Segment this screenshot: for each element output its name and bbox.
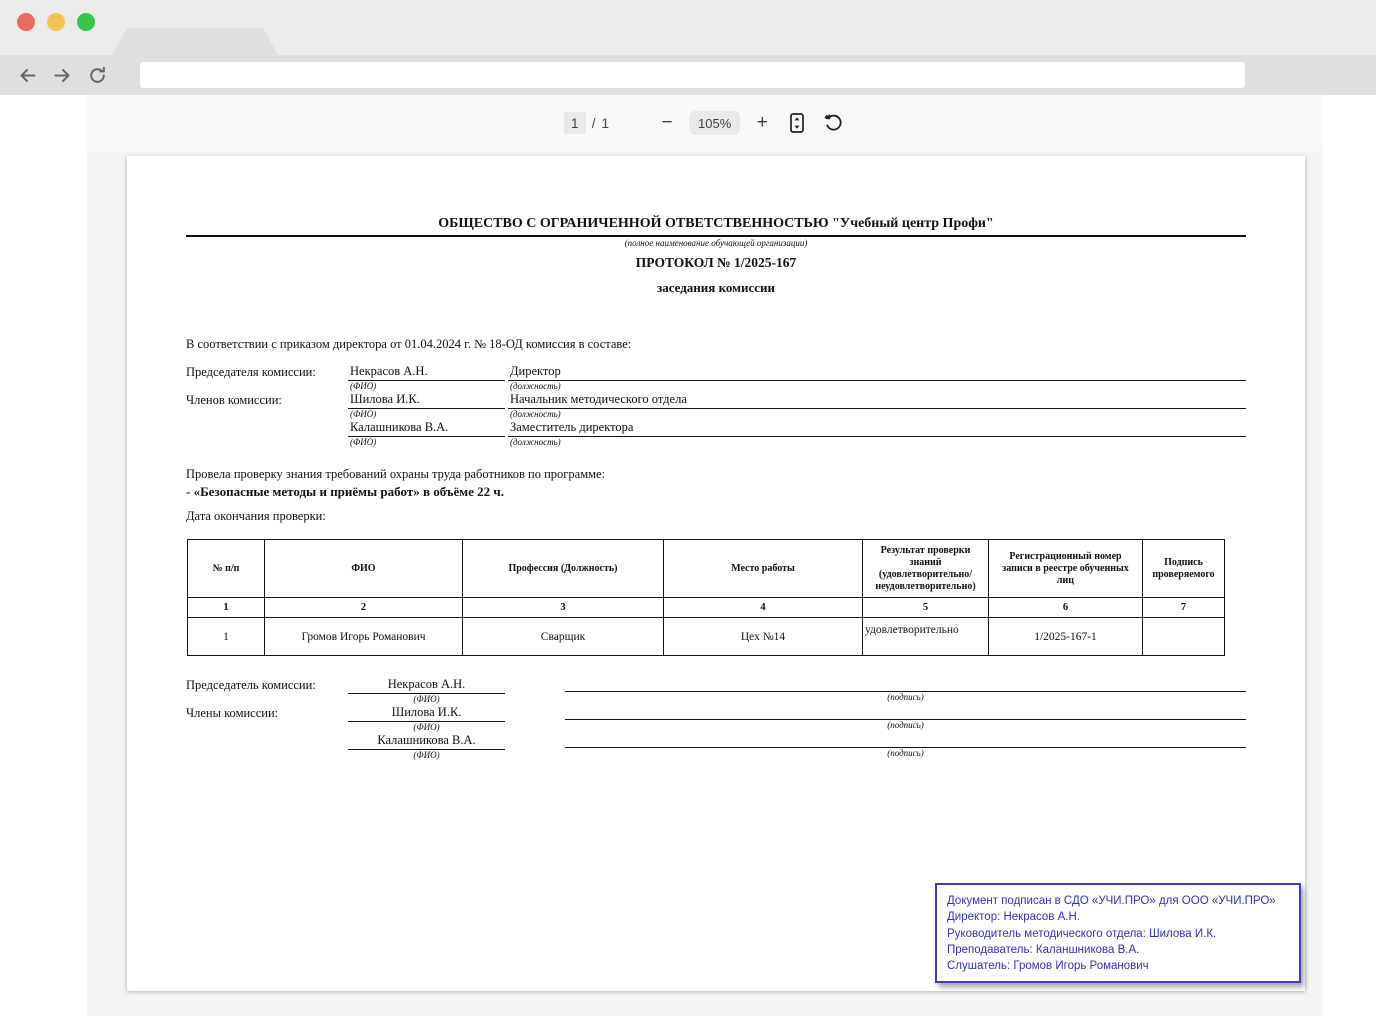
cell-workplace: Цех №14 (664, 618, 863, 656)
col-number: 6 (989, 598, 1143, 618)
commission-row (186, 392, 1246, 420)
signature-row (186, 677, 1246, 705)
signature-line (565, 733, 1246, 748)
current-page-input[interactable]: 1 (564, 112, 586, 134)
signatures-block (186, 677, 1246, 761)
zoom-in-button[interactable]: + (756, 112, 768, 133)
stamp-line: Преподаватель: Каланшникова В.А. (947, 943, 1140, 956)
zoom-level: 105% (689, 111, 740, 135)
col-header: Подпись проверяемого (1143, 540, 1225, 598)
cell-signature (1143, 618, 1225, 656)
col-header: Профессия (Должность) (463, 540, 664, 598)
signature-row-label: Председатель комиссии: (186, 678, 316, 692)
check-intro: Провела проверку знания требований охраны труда работников по программе: (186, 467, 606, 481)
signature-row (186, 705, 1246, 733)
browser-navbar (0, 55, 1376, 95)
col-header: Регистрационный номер записи в реестре обученных лиц (989, 540, 1143, 598)
cell-profession: Сварщик (463, 618, 664, 656)
fio-caption: (ФИО) (350, 437, 377, 447)
stamp-line: Директор: Некрасов А.Н. (947, 911, 1080, 924)
protocol-title: ПРОТОКОЛ № 1/2025-167 (635, 255, 797, 270)
stamp-line: Руководитель методического отдела: Шилова И.К. (947, 927, 1217, 940)
cell-reg-number: 1/2025-167-1 (989, 618, 1143, 656)
pdf-viewer (87, 95, 1323, 1016)
fio-caption: (ФИО) (350, 381, 377, 391)
commission-position: Директор (508, 364, 1246, 381)
rotate-counterclockwise-icon[interactable] (820, 110, 846, 136)
org-caption: (полное наименование обучающей организации) (624, 238, 808, 248)
pdf-toolbar (87, 95, 1323, 151)
position-caption: (должность) (510, 381, 561, 391)
check-date-label: Дата окончания проверки: (186, 509, 326, 523)
protocol-subtitle: заседания комиссии (656, 280, 776, 295)
fit-to-page-icon[interactable] (784, 110, 810, 136)
pdf-canvas-background (87, 151, 1323, 1016)
signature-row-label (186, 733, 348, 761)
col-header: Место работы (664, 540, 863, 598)
document-page (127, 156, 1305, 991)
page-indicator (564, 112, 609, 134)
minimize-window-button[interactable] (47, 13, 65, 31)
browser-tab[interactable] (112, 28, 278, 55)
fio-caption: (ФИО) (413, 722, 440, 732)
signature-name: Некрасов А.Н. (348, 677, 505, 694)
cell-index: 1 (188, 618, 265, 656)
fio-caption: (ФИО) (413, 750, 440, 760)
org-title: ОБЩЕСТВО С ОГРАНИЧЕННОЙ ОТВЕТСТВЕННОСТЬЮ "Учебный центр Профи" (186, 216, 1246, 237)
program-title: - «Безопасные методы и приёмы работ» в объёме 22 ч. (186, 484, 504, 499)
commission-row-label (186, 420, 348, 448)
fio-caption: (ФИО) (350, 409, 377, 419)
col-header: ФИО (265, 540, 463, 598)
stamp-line: Слушатель: Громов Игорь Романович (947, 960, 1149, 973)
signature-name: Шилова И.К. (348, 705, 505, 722)
signature-line (565, 705, 1246, 720)
commission-position: Заместитель директора (508, 420, 1246, 437)
cell-result: удовлетворительно (863, 618, 989, 656)
commission-name: Шилова И.К. (348, 392, 505, 409)
cell-fio: Громов Игорь Романович (265, 618, 463, 656)
signature-name: Калашникова В.А. (348, 733, 505, 750)
zoom-out-button[interactable]: − (661, 112, 673, 133)
sign-caption: (подпись) (887, 720, 924, 730)
col-number: 4 (664, 598, 863, 618)
close-window-button[interactable] (17, 13, 35, 31)
col-number: 7 (1143, 598, 1225, 618)
signature-line (565, 677, 1246, 692)
page-background (0, 95, 1376, 1036)
col-number: 2 (265, 598, 463, 618)
commission-position: Начальник методического отдела (508, 392, 1246, 409)
window-titlebar (0, 0, 1376, 55)
commission-row-label: Председателя комиссии: (186, 365, 316, 379)
sign-caption: (подпись) (887, 692, 924, 702)
col-number: 3 (463, 598, 664, 618)
maximize-window-button[interactable] (77, 13, 95, 31)
commission-block (186, 364, 1246, 448)
results-table (187, 539, 1225, 656)
commission-name: Некрасов А.Н. (348, 364, 505, 381)
position-caption: (должность) (510, 409, 561, 419)
digital-signature-stamp (935, 883, 1301, 983)
traffic-lights (17, 13, 95, 31)
commission-name: Калашникова В.А. (348, 420, 505, 437)
intro-text: В соответствии с приказом директора от 01.04.2024 г. № 18-ОД комиссия в составе: (186, 337, 632, 351)
col-number: 5 (863, 598, 989, 618)
signature-row (186, 733, 1246, 761)
forward-icon[interactable] (49, 62, 75, 88)
commission-row (186, 364, 1246, 392)
table-header-row (188, 540, 1225, 598)
stamp-line: Документ подписан в СДО «УЧИ.ПРО» для ООО «УЧИ.ПРО» (947, 895, 1276, 907)
page-separator: / (591, 115, 596, 131)
reload-icon[interactable] (84, 62, 110, 88)
sign-caption: (подпись) (887, 748, 924, 758)
back-icon[interactable] (14, 62, 40, 88)
signature-row-label: Члены комиссии: (186, 706, 279, 720)
col-number: 1 (188, 598, 265, 618)
col-header: Результат проверки знаний (удовлетворительно/ неудовлетворительно) (863, 540, 989, 598)
table-row (188, 618, 1225, 656)
position-caption: (должность) (510, 437, 561, 447)
commission-row (186, 420, 1246, 448)
fio-caption: (ФИО) (413, 694, 440, 704)
table-number-row (188, 598, 1225, 618)
address-bar[interactable] (140, 62, 1245, 88)
commission-row-label: Членов комиссии: (186, 393, 282, 407)
col-header: № п/п (188, 540, 265, 598)
total-pages: 1 (601, 115, 610, 131)
